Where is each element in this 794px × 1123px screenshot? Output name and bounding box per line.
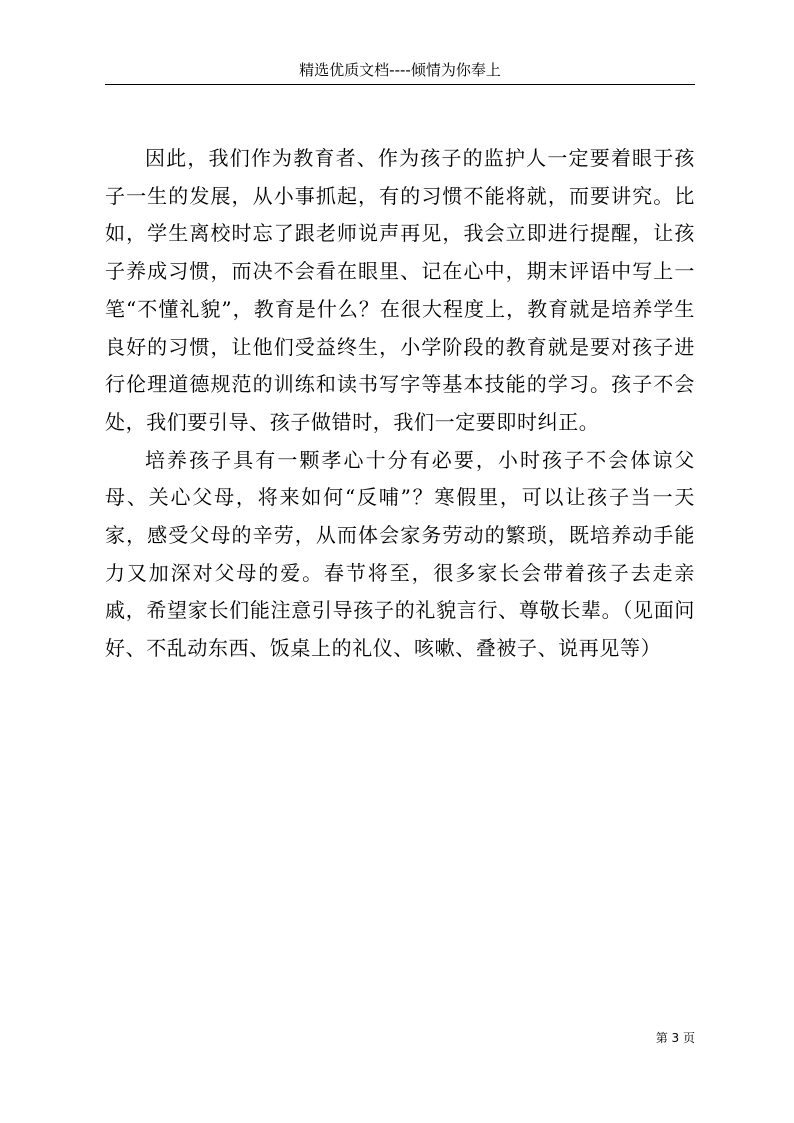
page-number: 第 3 页 [655,1031,695,1045]
paragraph-2: 培养孩子具有一颗孝心十分有必要，小时孩子不会体谅父母、关心父母，将来如何“反哺”？寒假里，可以让孩子当一天家，感受父母的辛劳，从而体会家务劳动的繁琐，既培养动手能力又加深对父母的爱。春节将至，很多家长会带着孩子去走亲戚，希望家长们能注意引导孩子的礼貌言行、尊敬长辈。（见面问好、不乱动东西、饭桌上的礼仪、咳嗽、叠被子、说再见等） [105,447,695,661]
page-header [105,58,695,85]
paragraph-1: 因此，我们作为教育者、作为孩子的监护人一定要着眼于孩子一生的发展，从小事抓起，有的习惯不能将就，而要讲究。比如，学生离校时忘了跟老师说声再见，我会立即进行提醒，让孩子养成习惯，而决不会看在眼里、记在心中，期末评语中写上一笔“不懂礼貌”，教育是什么？在很大程度上，教育就是培养学生良好的习惯，让他们受益终生，小学阶段的教育就是要对孩子进行伦理道德规范的训练和读书写字等基本技能的学习。孩子不会处，我们要引导、孩子做错时，我们一定要即时纠正。 [105,146,695,434]
header-title: 精选优质文档----倾情为你奉上 [299,61,501,79]
document-body [105,140,695,668]
